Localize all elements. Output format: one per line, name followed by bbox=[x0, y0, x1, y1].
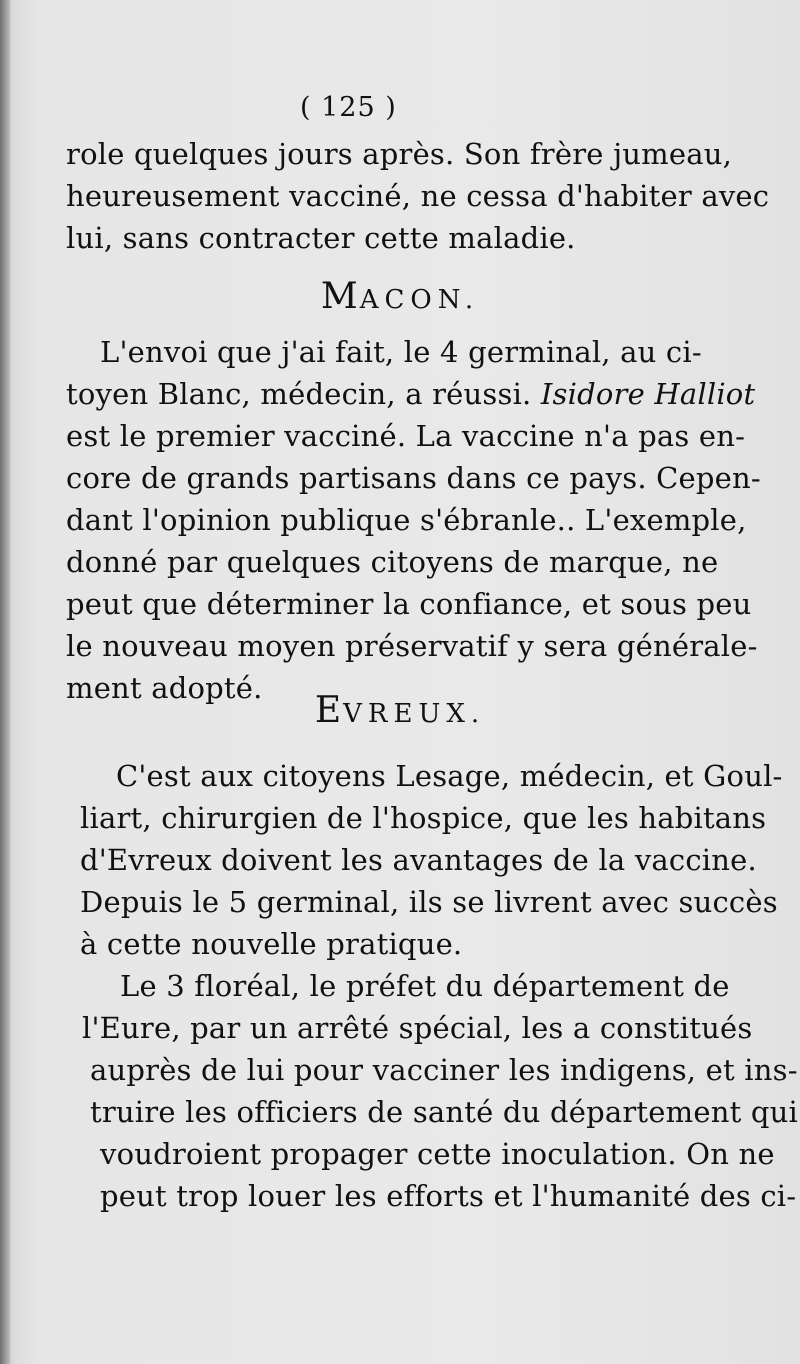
text-line: peut trop louer les efforts et l'humanité des ci- bbox=[100, 1179, 797, 1213]
italic-name: Isidore Halliot bbox=[540, 377, 756, 411]
text-line: ment adopté. bbox=[66, 671, 263, 705]
heading-initial: E bbox=[314, 690, 344, 731]
text-line: peut que déterminer la confiance, et sous peu bbox=[66, 587, 752, 621]
text-line: heureusement vacciné, ne cessa d'habiter avec bbox=[66, 179, 770, 213]
text-line: lui, sans contracter cette maladie. bbox=[66, 221, 576, 255]
text-line bbox=[66, 376, 756, 412]
text-line: donné par quelques citoyens de marque, ne bbox=[66, 545, 719, 579]
text-line: voudroient propager cette inoculation. On ne bbox=[100, 1137, 775, 1171]
text-line: L'envoi que j'ai fait, le 4 germinal, au ci- bbox=[100, 335, 702, 369]
page-number: ( 125 ) bbox=[300, 92, 397, 123]
text-span: toyen Blanc, médecin, a réussi. bbox=[66, 377, 532, 411]
text-line: C'est aux citoyens Lesage, médecin, et Goul- bbox=[116, 759, 783, 793]
text-line: est le premier vacciné. La vaccine n'a pas en- bbox=[66, 419, 746, 453]
text-line: truire les officiers de santé du département qui bbox=[90, 1095, 798, 1129]
text-line: à cette nouvelle pratique. bbox=[80, 927, 463, 961]
section-heading-macon bbox=[0, 276, 800, 317]
text-line: role quelques jours après. Son frère jumeau, bbox=[66, 137, 732, 171]
text-line: liart, chirurgien de l'hospice, que les habitans bbox=[80, 801, 767, 835]
heading-rest: ACON. bbox=[359, 285, 480, 315]
text-line: l'Eure, par un arrêté spécial, les a constitués bbox=[82, 1011, 753, 1045]
section-heading-evreux bbox=[0, 690, 800, 731]
text-line: d'Evreux doivent les avantages de la vaccine. bbox=[80, 843, 757, 877]
text-line: auprès de lui pour vacciner les indigens, et ins- bbox=[90, 1053, 798, 1087]
text-line: Le 3 floréal, le préfet du département de bbox=[120, 969, 730, 1003]
text-line: le nouveau moyen préservatif y sera générale- bbox=[66, 629, 758, 663]
text-line: core de grands partisans dans ce pays. Cepen- bbox=[66, 461, 761, 495]
text-line: Depuis le 5 germinal, ils se livrent avec succès bbox=[80, 885, 778, 919]
page-gutter-shadow bbox=[0, 0, 10, 1364]
text-line: dant l'opinion publique s'ébranle.. L'exemple, bbox=[66, 503, 747, 537]
heading-initial: M bbox=[320, 276, 360, 317]
heading-rest: VREUX. bbox=[343, 699, 486, 729]
